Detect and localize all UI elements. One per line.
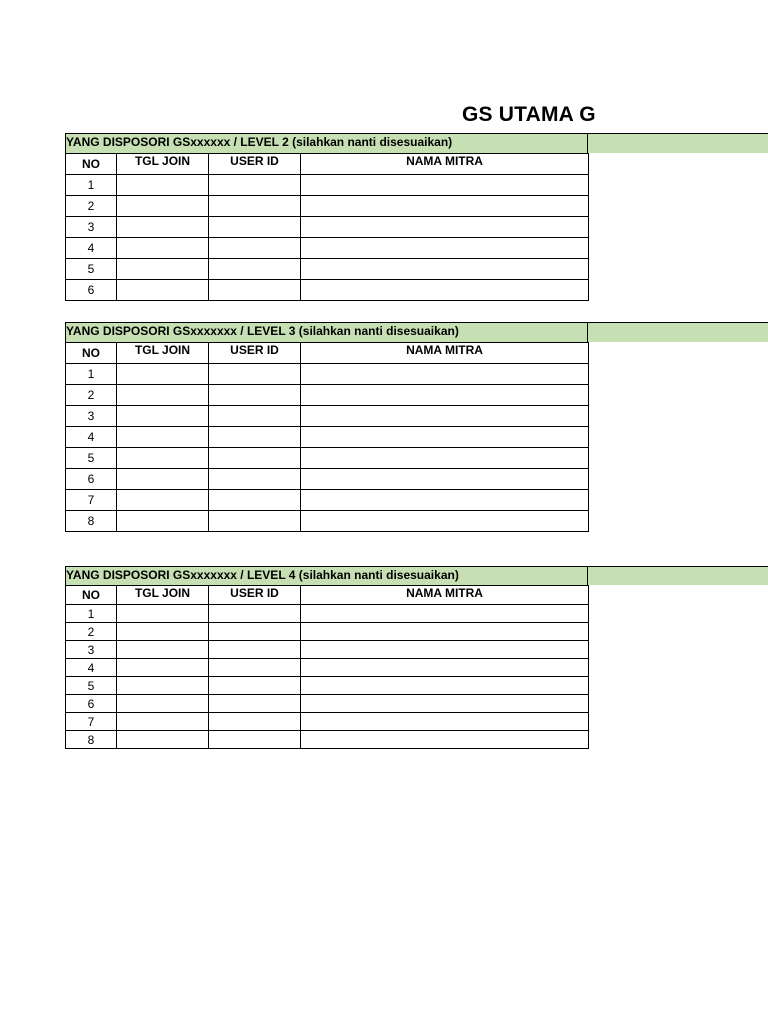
row-number: 6 — [66, 469, 117, 490]
mitra-table — [65, 342, 589, 532]
mitra-table — [65, 153, 589, 301]
row-number: 1 — [66, 175, 117, 196]
section-header — [65, 566, 768, 585]
tgl-join-cell[interactable] — [117, 259, 209, 280]
row-number: 4 — [66, 659, 117, 677]
row-number: 7 — [66, 713, 117, 731]
tgl-join-cell[interactable] — [117, 623, 209, 641]
tgl-join-cell[interactable] — [117, 469, 209, 490]
user-id-cell[interactable] — [209, 731, 301, 749]
user-id-cell[interactable] — [209, 427, 301, 448]
nama-mitra-cell[interactable] — [301, 175, 589, 196]
row-number: 6 — [66, 280, 117, 301]
row-number: 1 — [66, 364, 117, 385]
tgl-join-cell[interactable] — [117, 406, 209, 427]
tgl-join-cell[interactable] — [117, 385, 209, 406]
col-header-no: NO — [66, 586, 117, 605]
nama-mitra-cell[interactable] — [301, 196, 589, 217]
row-number: 8 — [66, 511, 117, 532]
table-row — [66, 469, 589, 490]
tgl-join-cell[interactable] — [117, 217, 209, 238]
user-id-cell[interactable] — [209, 511, 301, 532]
nama-mitra-cell[interactable] — [301, 427, 589, 448]
user-id-cell[interactable] — [209, 605, 301, 623]
row-number: 1 — [66, 605, 117, 623]
col-header-tgl-join: TGL JOIN — [117, 586, 209, 605]
tgl-join-cell[interactable] — [117, 641, 209, 659]
col-header-nama-mitra: NAMA MITRA — [301, 586, 589, 605]
row-number: 3 — [66, 217, 117, 238]
table-row — [66, 623, 589, 641]
table-row — [66, 731, 589, 749]
tgl-join-cell[interactable] — [117, 677, 209, 695]
table-row — [66, 490, 589, 511]
user-id-cell[interactable] — [209, 238, 301, 259]
col-header-no: NO — [66, 343, 117, 364]
user-id-cell[interactable] — [209, 677, 301, 695]
nama-mitra-cell[interactable] — [301, 623, 589, 641]
row-number: 3 — [66, 406, 117, 427]
tgl-join-cell[interactable] — [117, 427, 209, 448]
section-level-2 — [65, 133, 768, 301]
col-header-tgl-join: TGL JOIN — [117, 154, 209, 175]
table-row — [66, 217, 589, 238]
col-header-nama-mitra: NAMA MITRA — [301, 343, 589, 364]
col-header-no: NO — [66, 154, 117, 175]
user-id-cell[interactable] — [209, 364, 301, 385]
user-id-cell[interactable] — [209, 217, 301, 238]
section-header — [65, 322, 768, 342]
nama-mitra-cell[interactable] — [301, 385, 589, 406]
nama-mitra-cell[interactable] — [301, 695, 589, 713]
tgl-join-cell[interactable] — [117, 490, 209, 511]
row-number: 6 — [66, 695, 117, 713]
nama-mitra-cell[interactable] — [301, 511, 589, 532]
user-id-cell[interactable] — [209, 713, 301, 731]
tgl-join-cell[interactable] — [117, 280, 209, 301]
col-header-user-id: USER ID — [209, 343, 301, 364]
row-number: 4 — [66, 238, 117, 259]
section-header-text: YANG DISPOSORI GSxxxxxxx / LEVEL 4 (silahkan nanti disesuaikan) — [66, 568, 459, 582]
table-row — [66, 238, 589, 259]
user-id-cell[interactable] — [209, 469, 301, 490]
tgl-join-cell[interactable] — [117, 713, 209, 731]
nama-mitra-cell[interactable] — [301, 238, 589, 259]
tgl-join-cell[interactable] — [117, 238, 209, 259]
nama-mitra-cell[interactable] — [301, 713, 589, 731]
user-id-cell[interactable] — [209, 623, 301, 641]
row-number: 3 — [66, 641, 117, 659]
table-header-row — [66, 586, 589, 605]
nama-mitra-cell[interactable] — [301, 217, 589, 238]
user-id-cell[interactable] — [209, 406, 301, 427]
col-header-nama-mitra: NAMA MITRA — [301, 154, 589, 175]
table-row — [66, 364, 589, 385]
page-title: GS UTAMA G — [462, 103, 596, 126]
user-id-cell[interactable] — [209, 641, 301, 659]
table-row — [66, 280, 589, 301]
section-header — [65, 133, 768, 153]
tgl-join-cell[interactable] — [117, 364, 209, 385]
tgl-join-cell[interactable] — [117, 605, 209, 623]
table-row — [66, 385, 589, 406]
user-id-cell[interactable] — [209, 280, 301, 301]
tgl-join-cell[interactable] — [117, 448, 209, 469]
row-number: 5 — [66, 448, 117, 469]
row-number: 2 — [66, 623, 117, 641]
table-row — [66, 259, 589, 280]
section-header-text: YANG DISPOSORI GSxxxxxxx / LEVEL 3 (silahkan nanti disesuaikan) — [66, 324, 459, 338]
table-header-row — [66, 343, 589, 364]
tgl-join-cell[interactable] — [117, 731, 209, 749]
nama-mitra-cell[interactable] — [301, 364, 589, 385]
section-level-4 — [65, 566, 768, 749]
table-row — [66, 511, 589, 532]
user-id-cell[interactable] — [209, 259, 301, 280]
table-row — [66, 196, 589, 217]
nama-mitra-cell[interactable] — [301, 731, 589, 749]
row-number: 2 — [66, 385, 117, 406]
nama-mitra-cell[interactable] — [301, 448, 589, 469]
table-row — [66, 605, 589, 623]
nama-mitra-cell[interactable] — [301, 490, 589, 511]
row-number: 8 — [66, 731, 117, 749]
section-header-text: YANG DISPOSORI GSxxxxxx / LEVEL 2 (silahkan nanti disesuaikan) — [66, 135, 453, 149]
col-header-user-id: USER ID — [209, 154, 301, 175]
user-id-cell[interactable] — [209, 448, 301, 469]
user-id-cell[interactable] — [209, 385, 301, 406]
table-row — [66, 406, 589, 427]
nama-mitra-cell[interactable] — [301, 677, 589, 695]
table-row — [66, 641, 589, 659]
tgl-join-cell[interactable] — [117, 196, 209, 217]
row-number: 7 — [66, 490, 117, 511]
tgl-join-cell[interactable] — [117, 695, 209, 713]
table-row — [66, 677, 589, 695]
table-row — [66, 695, 589, 713]
user-id-cell[interactable] — [209, 695, 301, 713]
nama-mitra-cell[interactable] — [301, 259, 589, 280]
col-header-user-id: USER ID — [209, 586, 301, 605]
nama-mitra-cell[interactable] — [301, 469, 589, 490]
table-row — [66, 175, 589, 196]
row-number: 5 — [66, 259, 117, 280]
section-level-3 — [65, 322, 768, 532]
user-id-cell[interactable] — [209, 490, 301, 511]
nama-mitra-cell[interactable] — [301, 659, 589, 677]
user-id-cell[interactable] — [209, 659, 301, 677]
nama-mitra-cell[interactable] — [301, 641, 589, 659]
mitra-table — [65, 585, 589, 749]
nama-mitra-cell[interactable] — [301, 280, 589, 301]
row-number: 4 — [66, 427, 117, 448]
table-row — [66, 659, 589, 677]
col-header-tgl-join: TGL JOIN — [117, 343, 209, 364]
user-id-cell[interactable] — [209, 196, 301, 217]
user-id-cell[interactable] — [209, 175, 301, 196]
tgl-join-cell[interactable] — [117, 175, 209, 196]
row-number: 2 — [66, 196, 117, 217]
table-row — [66, 427, 589, 448]
nama-mitra-cell[interactable] — [301, 406, 589, 427]
tgl-join-cell[interactable] — [117, 511, 209, 532]
table-header-row — [66, 154, 589, 175]
row-number: 5 — [66, 677, 117, 695]
nama-mitra-cell[interactable] — [301, 605, 589, 623]
tgl-join-cell[interactable] — [117, 659, 209, 677]
table-row — [66, 713, 589, 731]
table-row — [66, 448, 589, 469]
